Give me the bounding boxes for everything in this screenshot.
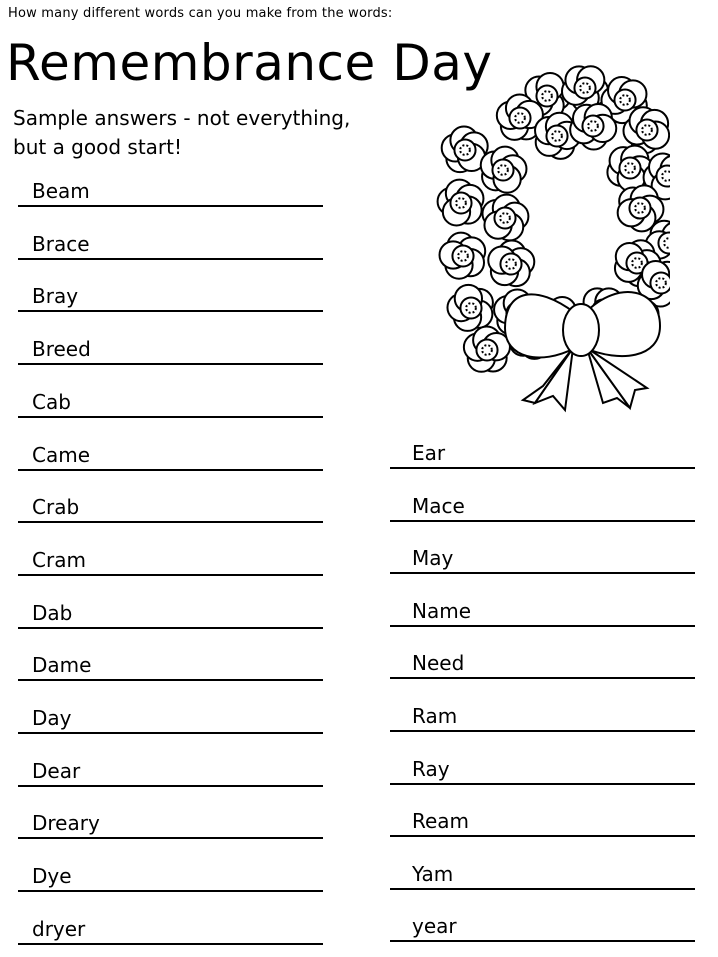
poppy-icon [438,180,484,226]
left-answer-line [18,627,323,629]
right-word: Need [412,651,465,676]
poppy-icon [440,233,486,279]
instructions-text: How many different words can you make from the words: [8,6,393,21]
left-word: Dear [32,758,81,783]
page-title: Remembrance Day [6,34,493,92]
poppy-icon [481,147,527,193]
right-answer-line [390,835,695,837]
left-word: Dame [32,653,92,678]
poppy-icon [464,326,510,371]
right-word: Ream [412,809,470,834]
left-word: Cab [32,389,71,414]
left-answer-line [18,679,323,681]
left-answer-line [18,258,323,260]
left-answer-line [18,574,323,576]
left-word: Brace [32,231,90,256]
right-answer-line [390,677,695,679]
left-answer-line [18,310,323,312]
right-answer-line [390,520,695,522]
poppy-icon [447,285,492,331]
right-answer-line [390,783,695,785]
left-answer-line [18,363,323,365]
right-word: Ray [412,756,450,781]
left-word: Dreary [32,811,100,836]
subtitle [13,104,350,162]
poppy-wreath-icon [425,58,670,443]
right-answer-line [390,940,695,942]
bow-icon [505,292,660,410]
left-word: Beam [32,179,90,203]
poppy-icon [482,195,528,241]
right-word: May [412,546,454,571]
left-answer-line [18,890,323,892]
left-word: dryer [32,916,86,941]
right-word: year [412,914,457,939]
right-answer-line [390,467,695,469]
left-word: Came [32,442,91,467]
left-answer-line [18,732,323,734]
right-answer-line [390,888,695,890]
right-word: Name [412,598,472,623]
right-answer-line [390,625,695,627]
subtitle-line-2: but a good start! [13,135,183,159]
right-word: Ear [412,441,446,465]
right-word: Yam [412,861,454,886]
poppy-icon [570,104,616,150]
right-word: Ram [412,704,458,728]
left-word: Breed [32,337,91,362]
poppy-icon [488,240,534,286]
left-answer-line [18,837,323,839]
right-word: Mace [412,493,465,518]
left-word: Dab [32,600,73,625]
left-word: Dye [32,864,72,889]
left-word: Bray [32,284,79,309]
right-answer-line [390,572,695,574]
left-word: Crab [32,495,80,520]
left-answer-line [18,943,323,945]
left-answer-line [18,416,323,418]
left-answer-line [18,469,323,471]
left-word: Cram [32,547,86,572]
left-answer-line [18,205,323,207]
left-word: Day [32,706,72,730]
subtitle-line-1: Sample answers - not everything, [13,106,351,130]
right-answer-line [390,730,695,732]
left-answer-line [18,785,323,787]
left-answer-line [18,521,323,523]
